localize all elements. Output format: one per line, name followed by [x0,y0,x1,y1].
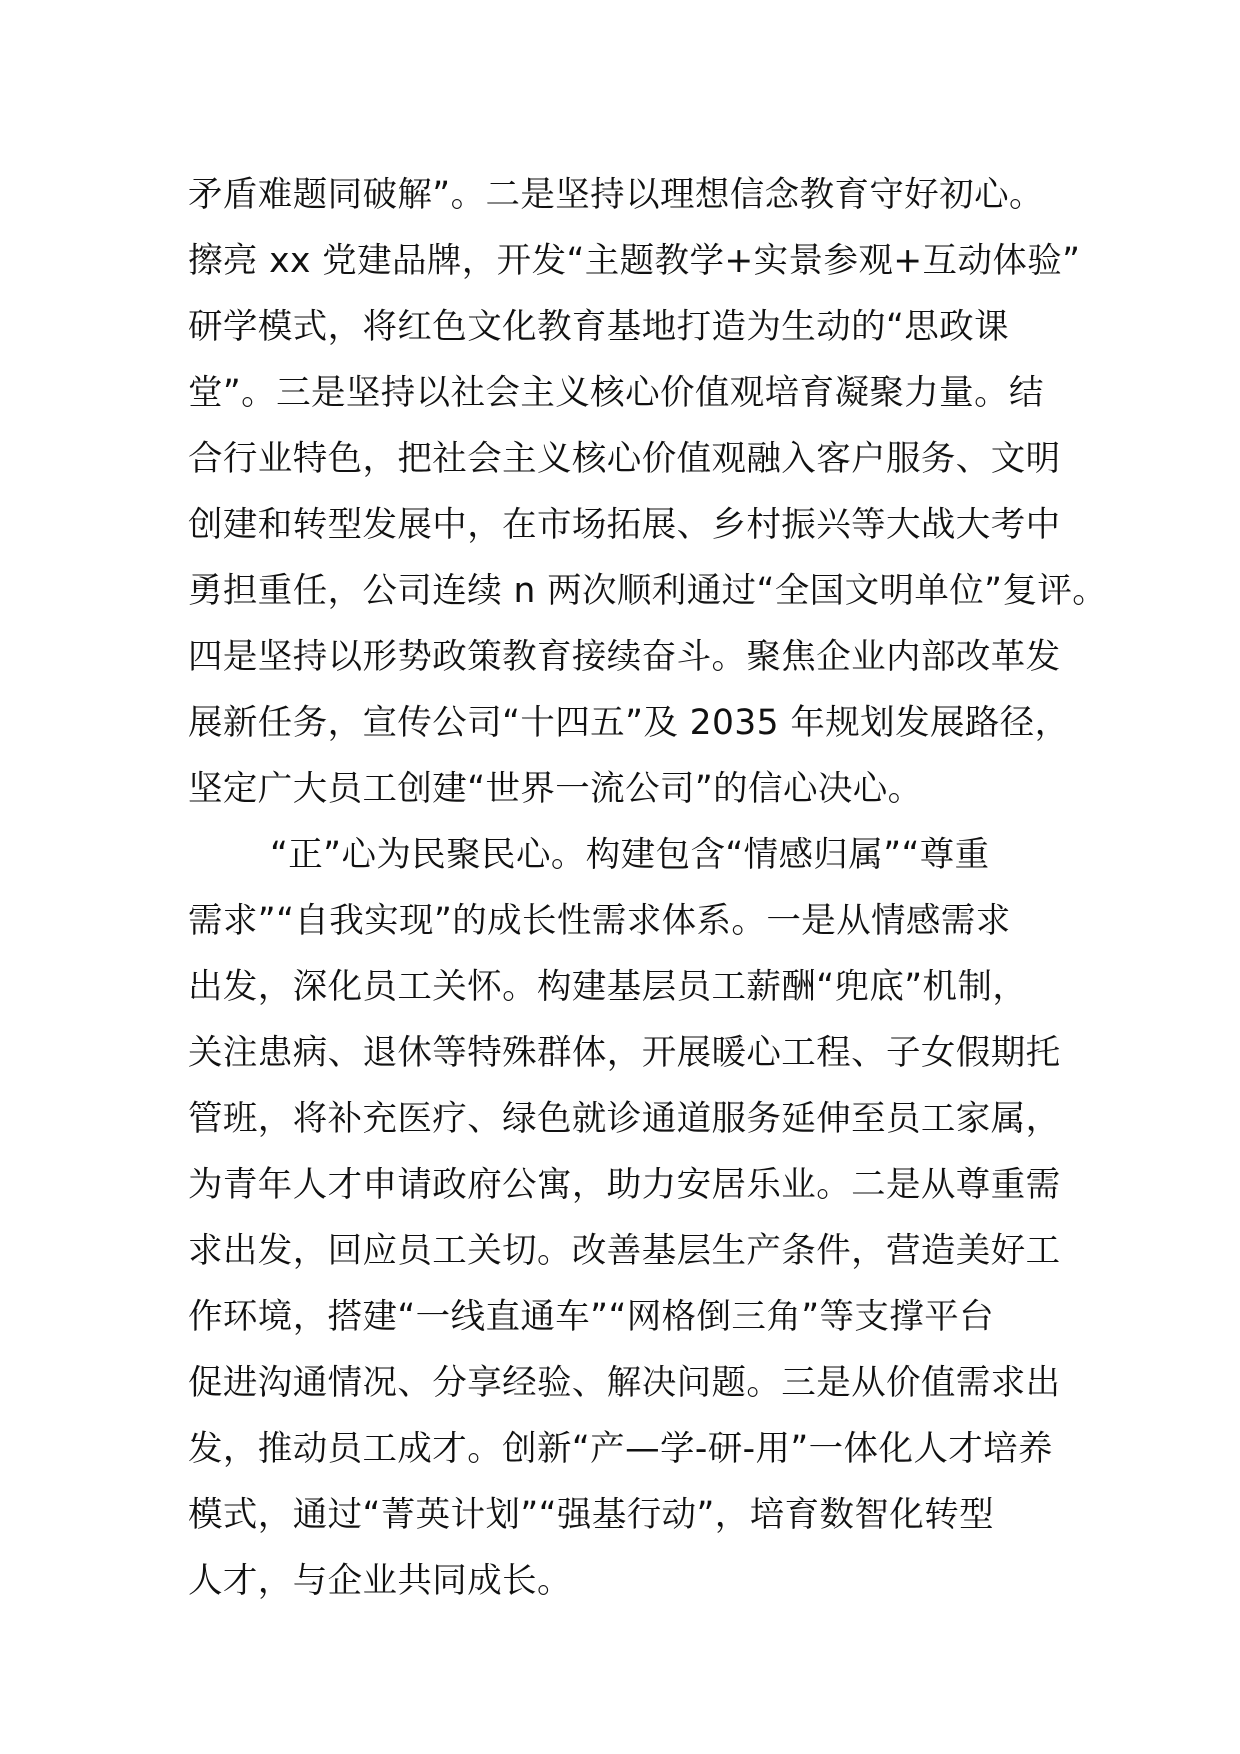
text-line: 坚定广大员工创建“世界一流公司”的信心决心。 [188,769,923,809]
text-line: 勇担重任，公司连续 n 两次顺利通过“全国文明单位”复评。 [188,571,1108,611]
paragraph-2 [188,822,1088,1614]
text-line: 创建和转型发展中，在市场拓展、乡村振兴等大战大考中 [188,505,1061,545]
document-body [188,162,1108,1614]
text-line: 发，推动员工成才。创新“产—学-研-用”一体化人才培养 [188,1429,1053,1469]
paragraph-1 [188,162,1108,822]
text-line: 合行业特色，把社会主义核心价值观融入客户服务、文明 [188,439,1061,479]
text-line: 擦亮 xx 党建品牌，开发“主题教学+实景参观+互动体验” [188,241,1081,281]
text-line: 求出发，回应员工关切。改善基层生产条件，营造美好工 [188,1231,1061,1271]
text-line: 堂”。三是坚持以社会主义核心价值观培育凝聚力量。结 [188,373,1044,413]
text-line: 关注患病、退休等特殊群体，开展暖心工程、子女假期托 [188,1033,1061,1073]
text-line: 四是坚持以形势政策教育接续奋斗。聚焦企业内部改革发 [188,637,1061,677]
text-line: 出发，深化员工关怀。构建基层员工薪酬“兜底”机制， [188,967,1028,1007]
text-line: 为青年人才申请政府公寓，助力安居乐业。二是从尊重需 [188,1165,1061,1205]
text-line: 模式，通过“菁英计划”“强基行动”，培育数智化转型 [188,1495,994,1535]
text-line: 人才，与企业共同成长。 [188,1561,572,1601]
text-line: 作环境，搭建“一线直通车”“网格倒三角”等支撑平台 [188,1297,994,1337]
text-line: 管班，将补充医疗、绿色就诊通道服务延伸至员工家属， [188,1099,1061,1139]
text-line: 研学模式，将红色文化教育基地打造为生动的“思政课 [188,307,1009,347]
text-line: 展新任务，宣传公司“十四五”及 2035 年规划发展路径， [188,703,1070,743]
text-line: 矛盾难题同破解”。二是坚持以理想信念教育守好初心。 [188,175,1044,215]
text-line: 需求”“自我实现”的成长性需求体系。一是从情感需求 [188,901,1011,941]
text-line: 促进沟通情况、分享经验、解决问题。三是从价值需求出 [188,1363,1061,1403]
text-line-indented: “正”心为民聚民心。构建包含“情感归属”“尊重 [270,835,990,875]
